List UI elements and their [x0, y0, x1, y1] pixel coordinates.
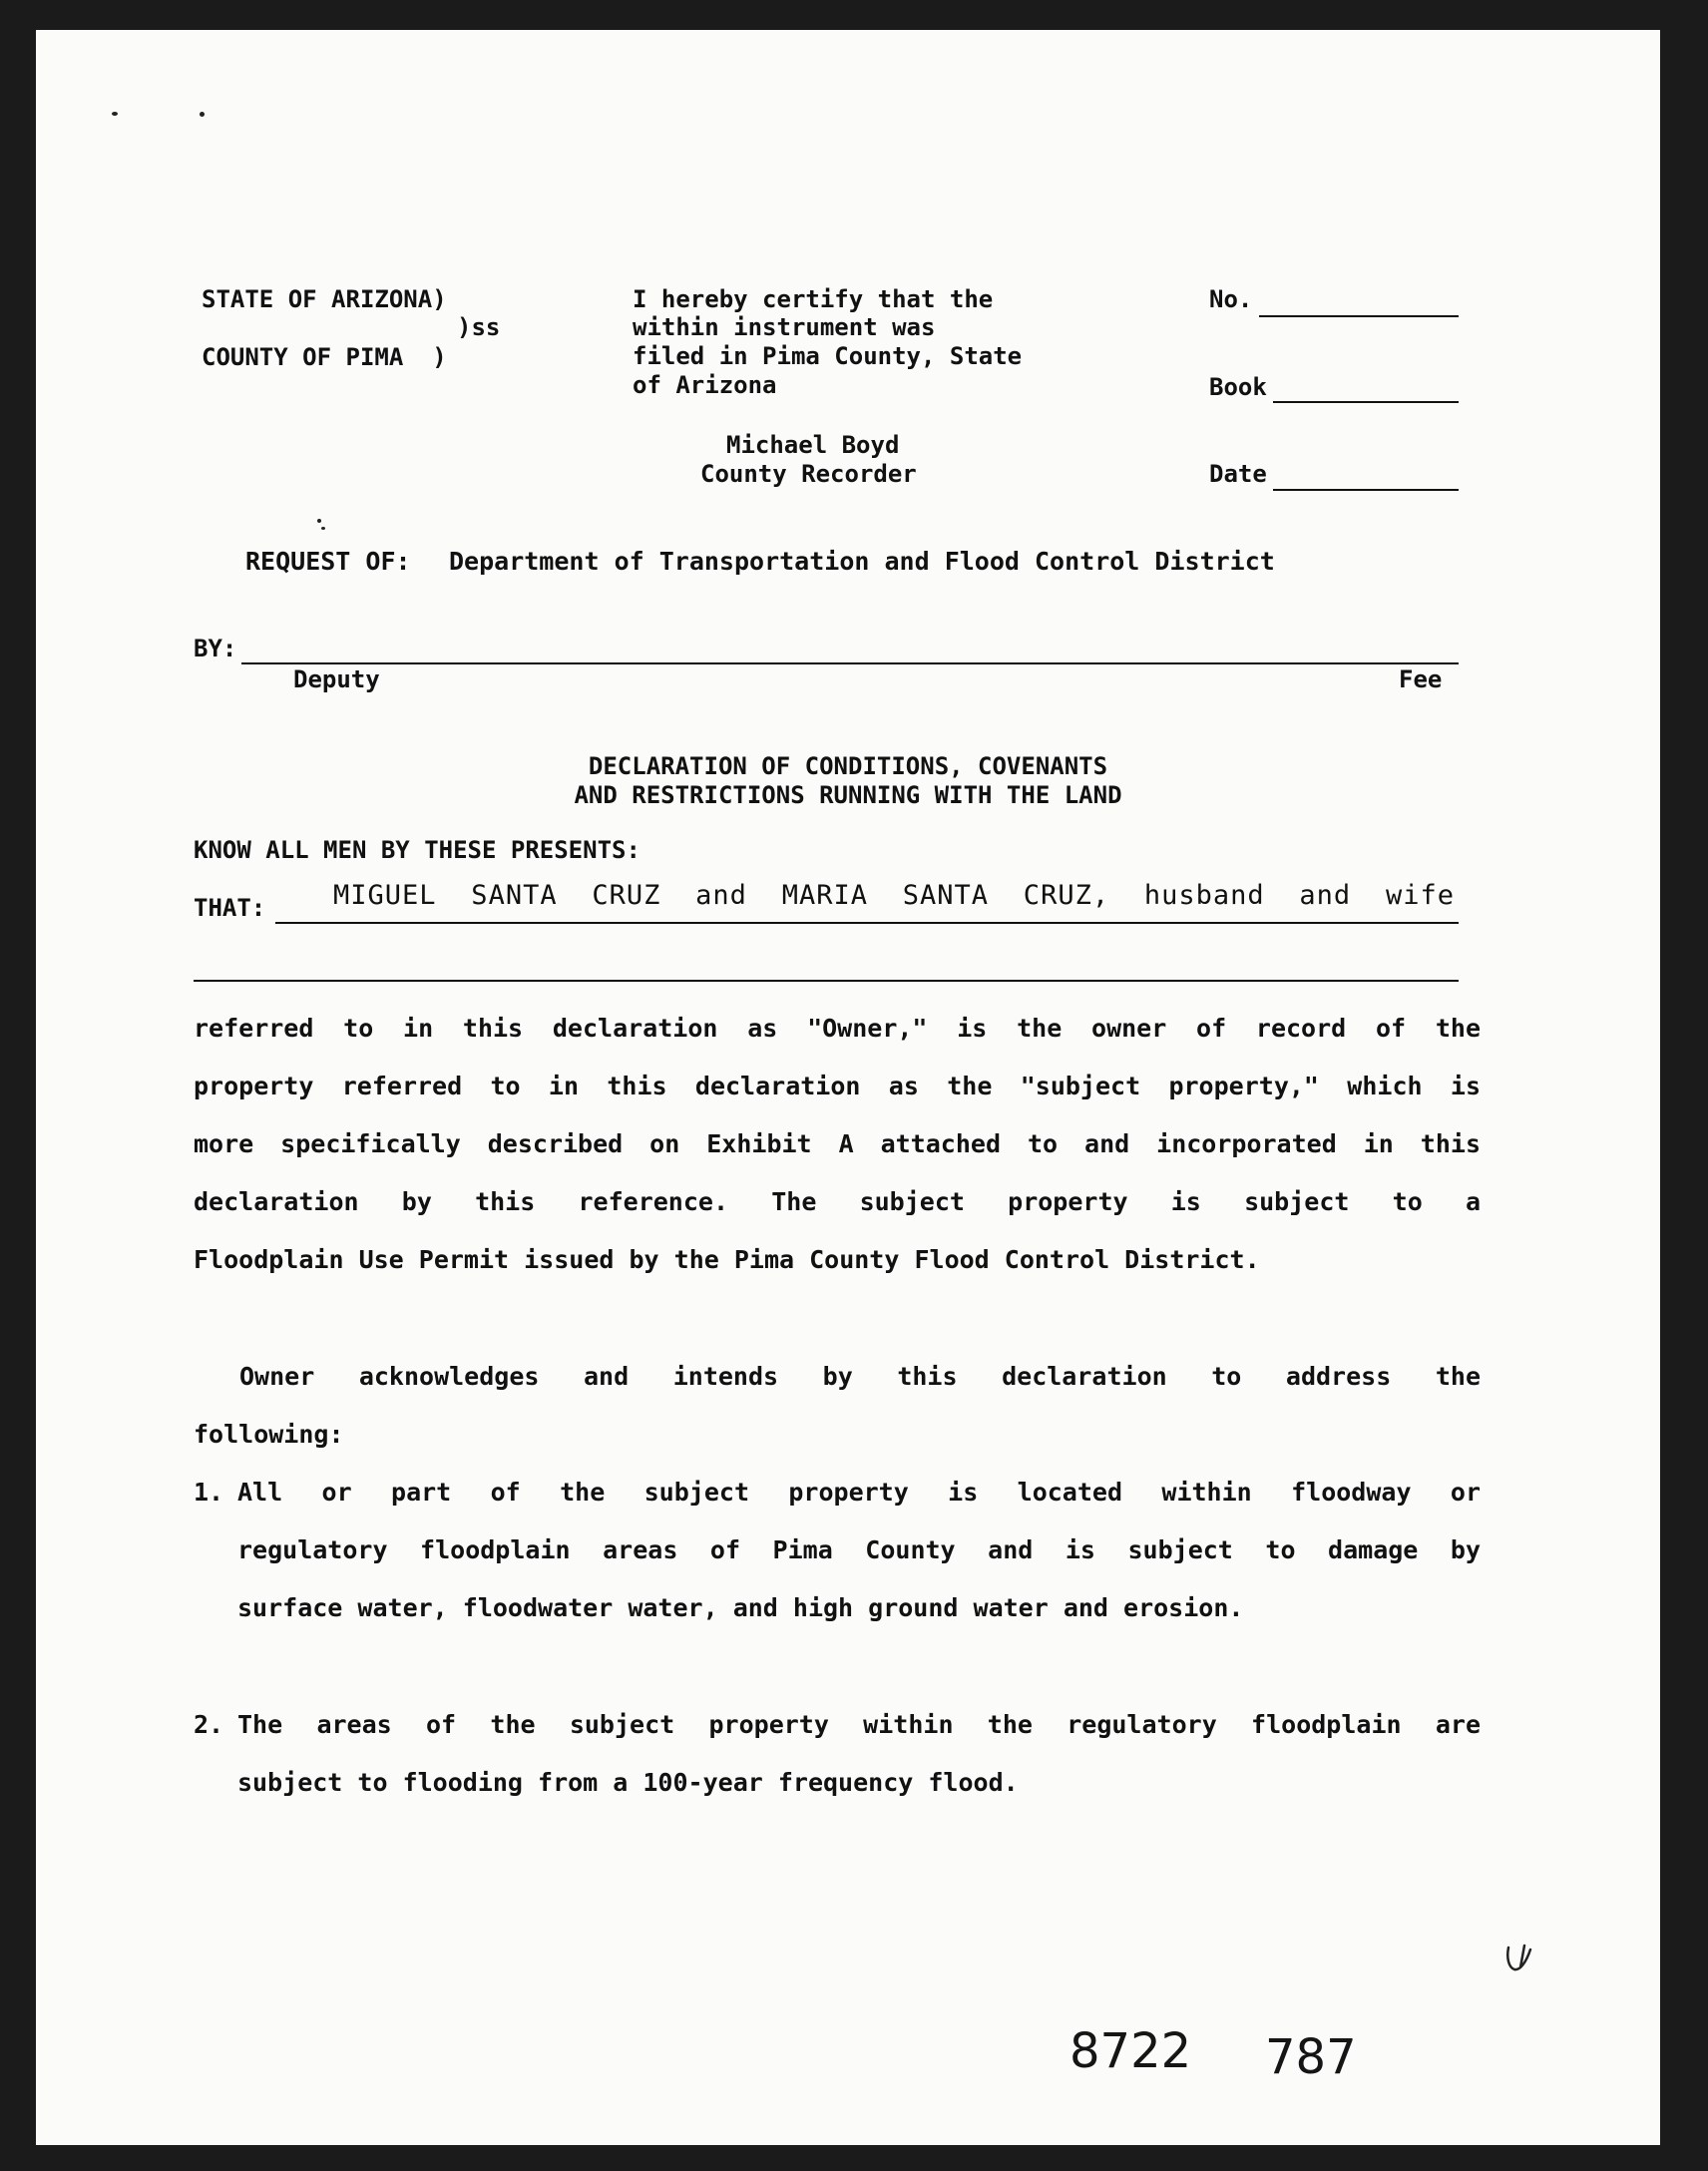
that-blank-line-1: [275, 922, 1459, 924]
item-text: [237, 1696, 1481, 1812]
by-label: BY:: [194, 635, 237, 662]
item-line: All or part of the subject property is located within floodway or: [237, 1478, 1481, 1507]
speck: [317, 519, 321, 523]
deputy-label: Deputy: [293, 665, 380, 693]
state-label: STATE OF ARIZONA): [202, 285, 447, 313]
paragraph-line: following:: [194, 1420, 344, 1449]
declaration-title-line-2: AND RESTRICTIONS RUNNING WITH THE LAND: [574, 781, 1122, 809]
item-number: 1.: [194, 1478, 224, 1507]
by-signature-line: [241, 662, 1459, 664]
certify-line-2: within instrument was: [633, 313, 936, 341]
speck: [321, 527, 325, 530]
paragraph-line: referred to in this declaration as "Owner," is the owner of record of the: [194, 1014, 1481, 1043]
paragraph-line: Owner acknowledges and intends by this declaration to address the: [239, 1362, 1481, 1391]
certify-line-1: I hereby certify that the: [633, 285, 994, 313]
request-value: Department of Transportation and Flood Control District: [449, 547, 1275, 576]
item-line: regulatory floodplain areas of Pima County and is subject to damage by: [237, 1535, 1481, 1564]
that-label: THAT:: [194, 894, 266, 922]
paragraph-line: property referred to in this declaration as the "subject property," which is: [194, 1072, 1481, 1100]
no-blank-line: [1259, 315, 1459, 317]
item-number: 2.: [194, 1710, 224, 1739]
paragraph-line: declaration by this reference. The subject property is subject to a: [194, 1187, 1481, 1216]
speck: [200, 112, 205, 117]
paragraph-line: more specifically described on Exhibit A attached to and incorporated in this: [194, 1129, 1481, 1158]
item-text: [237, 1464, 1481, 1637]
date-label: Date: [1209, 460, 1267, 488]
certify-line-3: filed in Pima County, State: [633, 342, 1023, 370]
item-line: The areas of the subject property within the regulatory floodplain are: [237, 1710, 1481, 1739]
ss-label: )ss: [457, 313, 501, 341]
county-label: COUNTY OF PIMA ): [202, 343, 447, 371]
book-label: Book: [1209, 373, 1267, 401]
item-line: surface water, floodwater water, and high ground water and erosion.: [237, 1593, 1244, 1622]
declaration-title-line-1: DECLARATION OF CONDITIONS, COVENANTS: [588, 752, 1108, 780]
that-blank-line-2: [194, 980, 1459, 982]
paragraph-owner-of-record: [194, 1000, 1481, 1289]
know-all-men: KNOW ALL MEN BY THESE PRESENTS:: [194, 836, 640, 864]
item-line: subject to flooding from a 100-year frequency flood.: [237, 1768, 1019, 1797]
paragraph-line: Floodplain Use Permit issued by the Pima County Flood Control District.: [194, 1245, 1260, 1274]
recording-number-left: 8722: [1069, 2023, 1192, 2079]
fee-label: Fee: [1399, 665, 1443, 693]
recording-number-right: 787: [1265, 2029, 1357, 2085]
request-label: REQUEST OF:: [245, 547, 411, 576]
document-page: [36, 30, 1660, 2145]
book-blank-line: [1273, 401, 1459, 403]
handwritten-initial-icon: [1500, 1938, 1540, 1977]
recorder-title: County Recorder: [700, 460, 917, 488]
speck: [112, 112, 118, 116]
owner-names: MIGUEL SANTA CRUZ and MARIA SANTA CRUZ, husband and wife: [333, 880, 1455, 911]
recorder-name: Michael Boyd: [726, 431, 900, 459]
date-blank-line: [1273, 489, 1459, 491]
paragraph-acknowledges: [194, 1348, 1481, 1464]
no-label: No.: [1209, 285, 1253, 313]
certify-line-4: of Arizona: [633, 371, 777, 399]
